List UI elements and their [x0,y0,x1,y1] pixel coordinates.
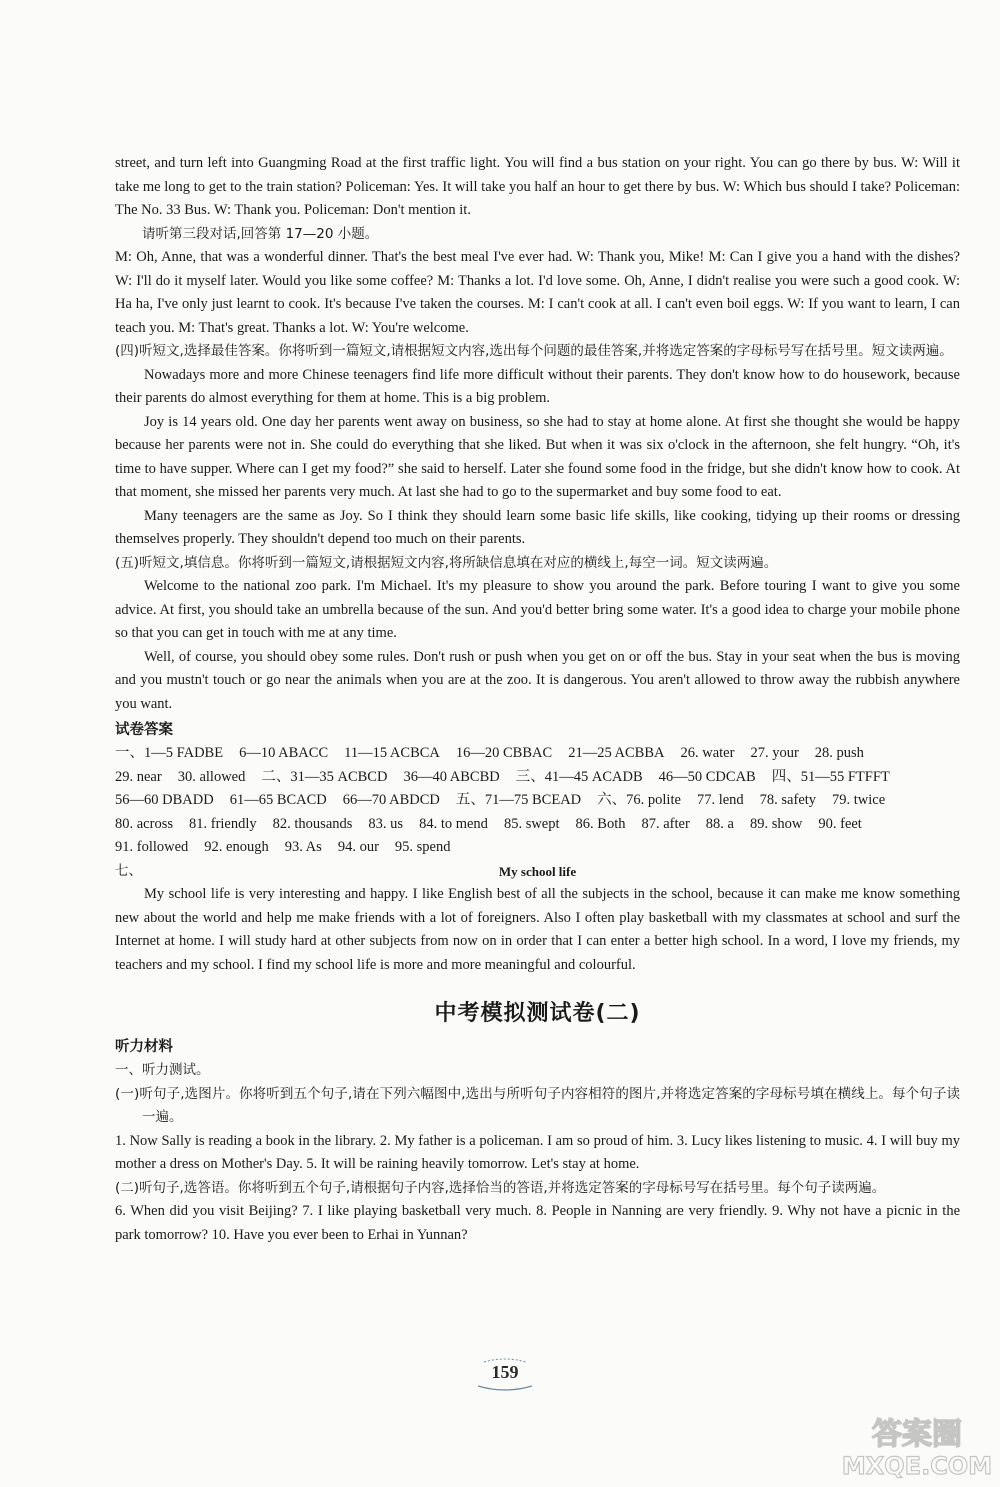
answer-item: 三、41—45 ACADB [515,768,643,785]
part2-instruction: (二)听句子,选答语。你将听到五个句子,请根据句子内容,选择恰当的答语,并将选定答案的字母标号写在括号里。每个句子读两遍。 [115,1179,886,1196]
answer-item: 86. Both [575,815,626,832]
part4-paragraph-2: Joy is 14 years old. One day her parents went away on business, so she had to stay at home alone. At first she thought she would be happy because her parents were not in. She could do everything that she liked. But when it was six o'clock in the afternoon, she felt hungry. “Oh, it's time to have supper. Where can I get my food?” she said to herself. Later she found some food in the fridge, but she didn't know how to cook. At that moment, she missed her parents very much. At last she had to go to the supermarket and buy some food to eat. [115,413,960,500]
answer-item: 83. us [368,815,404,832]
document-page [115,152,960,1247]
answer-item: 21—25 ACBBA [568,745,665,761]
page-number-text: 159 [491,1362,519,1382]
answer-item: 77. lend [696,792,744,808]
part5-paragraph-2: Well, of course, you should obey some rules. Don't rush or push when you get on or off the bus. Stay in your seat when the bus is moving and you mustn't touch or go near the animals when you are at the zoo. It is dangerous. You aren't allowed to throw away the rubbish anywhere you want. [115,648,960,712]
answer-item: 四、51—55 FTFFT [771,768,890,785]
part1-sentences: 1. Now Sally is reading a book in the library. 2. My father is a policeman. I am so proud of him. 3. Lucy likes listening to music. 4. I will buy my mother a dress on Mother's Day. 5. It will be raining heavily tomorrow. Let's stay at home. [115,1132,960,1172]
answer-item: 80. across [115,815,173,832]
answer-item: 16—20 CBBAC [455,745,553,761]
answers-heading: 试卷答案 [115,722,173,738]
part5-instruction: (五)听短文,填信息。你将听到一篇短文,请根据短文内容,将所缺信息填在对应的横线上,每空一词。短文读两遍。 [115,554,778,571]
part4-instruction: (四)听短文,选择最佳答案。你将听到一篇短文,请根据短文内容,选出每个问题的最佳答案,并将选定答案的字母标号写在括号里。短文读两遍。 [115,343,953,359]
answer-item: 92. enough [204,839,269,855]
answer-item: 29. near [115,768,162,785]
answer-item: 66—70 ABDCD [342,792,440,808]
part5-paragraph-1: Welcome to the national zoo park. I'm Michael. It's my pleasure to show you around the park. Before touring I want to give you some advice. At first, you should take an umbrella because of the sun. And you'd better bring some water. It's a good idea to charge your mobile phone so that you can get in touch with me at any time. [115,578,960,641]
site-watermark [832,1410,1000,1482]
answer-row [115,836,960,860]
watermark-text: 答案圈 [872,1417,962,1452]
answer-key [115,742,960,860]
dialog4-instruction: 请听第三段对话,回答第 17—20 小题。 [142,225,379,242]
answer-item: 28. push [814,745,864,761]
answer-row [115,789,960,813]
essay-label: 七、 [115,862,142,879]
answer-item: 11—15 ACBCA [344,745,440,761]
answer-item: 87. after [641,815,690,832]
answer-item: 36—40 ABCBD [403,768,500,785]
answer-item: 56—60 DBADD [115,792,214,808]
essay-text: My school life is very interesting and happy. I like English best of all the subjects in the school, because it can make me know something new about the world and help me make friends with a lot of foreigners. Also I often play basketball with my classmates at school and surf the Internet at home. I will study hard at other subjects from now on in order that I can enter a better high school. In a word, I love my friends, my teachers and my school. I find my school life is more and more meaningful and colourful. [115,886,960,973]
answer-item: 91. followed [115,839,189,855]
watermark-logo-icon [832,1410,1000,1482]
watermark-url: MXQE.COM [841,1452,993,1480]
answer-row [115,813,960,837]
answer-row [115,742,960,766]
answer-item: 85. swept [503,815,560,832]
answer-item: 26. water [680,745,735,761]
part2-sentences: 6. When did you visit Beijing? 7. I like playing basketball very much. 8. People in Nanning are very friendly. 9. Why not have a picnic in the park tomorrow? 10. Have you ever been to Erhai in Yunnan? [115,1203,960,1243]
answer-item: 93. As [284,839,322,855]
answer-item: 46—50 CDCAB [658,768,756,785]
answer-item: 78. safety [759,792,817,808]
listening-heading: 听力材料 [115,1039,173,1055]
answer-item: 六、76. polite [597,792,681,808]
answer-item: 二、31—35 ACBCD [261,768,388,785]
answer-item: 88. a [705,815,734,832]
answer-item: 五、71—75 BCEAD [455,792,582,808]
answer-item: 6—10 ABACC [239,745,329,761]
part1-instruction: (一)听句子,选图片。你将听到五个句子,请在下列六幅图中,选出与所听句子内容相符的图片,并将选定答案的字母标号填在横线上。每个句子读一遍。 [115,1085,960,1125]
page-number [470,1356,540,1392]
answer-item: 82. thousands [272,815,353,832]
essay-title: My school life [498,863,577,879]
essay-heading [115,860,960,884]
answer-item: 94. our [337,839,379,855]
test-title: 中考模拟测试卷(二) [434,1001,641,1026]
answer-item: 95. spend [394,839,451,855]
answer-item: 一、1—5 FADBE [115,745,224,761]
answer-item: 89. show [749,815,803,832]
answer-item: 81. friendly [189,815,257,832]
dialog3-text: street, and turn left into Guangming Road at the first traffic light. You will find a bus station on your right. You can go there by bus. W: Will it take me long to get to the train station? Policeman: Yes. It will take you half an hour to get there by bus. W: Which bus should I take? Policeman: The No. 33 Bus. W: Thank you. Policeman: Don't mention it. [115,155,960,218]
answer-item: 90. feet [818,815,862,832]
answer-item: 30. allowed [177,768,246,785]
dialog4-text: M: Oh, Anne, that was a wonderful dinner. That's the best meal I've ever had. W: Thank you, Mike! M: Can I give you a hand with the dishes? W: I'll do it myself later. Would you like some coffee? M: Thanks a lot. I'd love some. Oh, Anne, I didn't realise you were such a good cook. W: Ha ha, I've only just learnt to cook. It's because I've taken the courses. M: I can't cook at all. I can't even boil eggs. W: If you want to learn, I can teach you. M: That's great. Thanks a lot. W: You're welcome. [115,249,960,336]
answer-item: 27. your [750,745,799,761]
part4-paragraph-3: Many teenagers are the same as Joy. So I think they should learn some basic life skills, like cooking, tidying up their rooms or dressing themselves properly. They shouldn't depend too much on their parents. [115,507,960,547]
answer-item: 84. to mend [419,815,488,832]
answer-item: 79. twice [832,792,886,808]
answer-item: 61—65 BCACD [229,792,327,808]
section1-heading: 一、听力测试。 [115,1062,210,1078]
answer-row [115,766,960,790]
part4-paragraph-1: Nowadays more and more Chinese teenagers find life more difficult without their parents. They don't know how to do housework, because their parents do almost everything for them at home. This is a big problem. [115,366,960,406]
